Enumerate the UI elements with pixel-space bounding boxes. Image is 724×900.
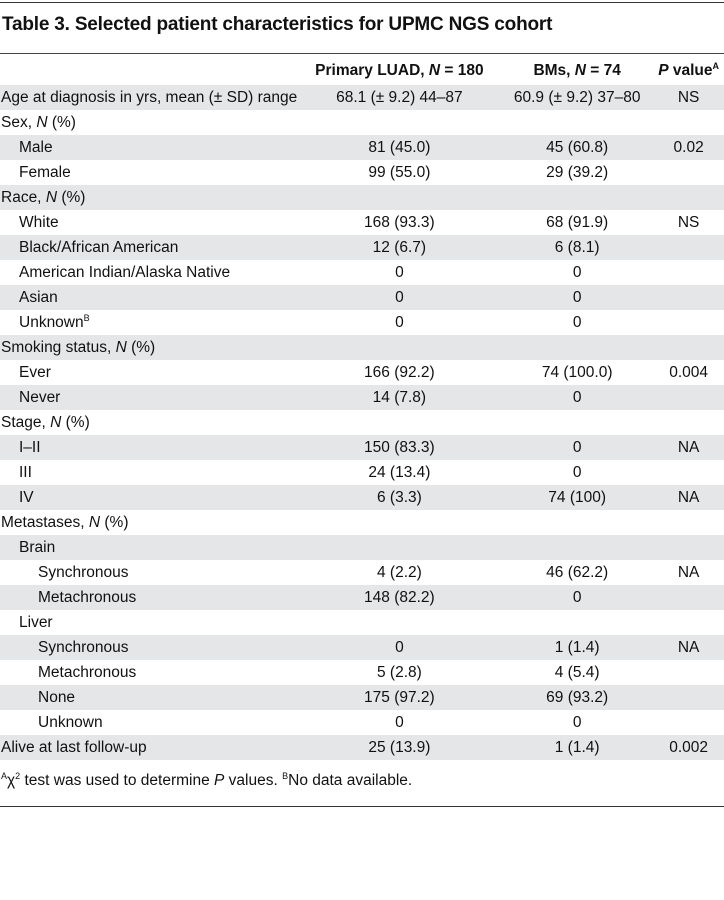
primary-luad-value: 12 (6.7): [298, 235, 501, 260]
primary-luad-value: 0: [395, 313, 404, 331]
p-value: [653, 310, 724, 335]
table-row: [0, 385, 724, 410]
p-value: [653, 260, 724, 285]
table-row: [0, 460, 724, 485]
bms-value: 0: [572, 713, 582, 731]
row-label: Never: [0, 385, 298, 410]
primary-luad-value: 68.1 (± 9.2) 44–87: [298, 85, 501, 110]
bms-value: 29 (39.2): [546, 163, 609, 181]
p-value: [653, 410, 724, 435]
bms-value: [501, 535, 653, 560]
bms-value: 74 (100.0): [541, 363, 613, 381]
table-row: [0, 260, 724, 285]
table-row: [0, 735, 724, 760]
row-label: Synchronous: [38, 563, 129, 581]
primary-luad-value: 25 (13.9): [298, 735, 501, 760]
header-primary-luad: Primary LUAD, N = 180: [315, 61, 484, 79]
row-label: Race, N (%): [0, 185, 298, 210]
row-label: Unknown$^B$: [19, 312, 90, 331]
bms-value: 0: [572, 463, 582, 481]
row-label: III: [19, 463, 32, 481]
primary-luad-value: 14 (7.8): [298, 385, 501, 410]
p-value: 0.002: [653, 735, 724, 760]
bms-value: [501, 610, 653, 635]
primary-luad-value: 166 (92.2): [364, 363, 435, 381]
table-row: [0, 585, 724, 610]
row-label: Stage, N (%): [1, 413, 90, 431]
primary-luad-value: [298, 185, 501, 210]
p-value: [653, 610, 724, 635]
table-row: [0, 85, 724, 110]
table-row: [0, 160, 724, 185]
primary-luad-value: 150 (83.3): [298, 435, 501, 460]
p-value: NS: [653, 85, 724, 110]
row-label: Metachronous: [38, 663, 137, 681]
table-row: [0, 610, 724, 635]
bms-value: 4 (5.4): [554, 663, 600, 681]
row-label: American Indian/Alaska Native: [19, 263, 231, 281]
top-rule: [0, 2, 724, 3]
primary-luad-value: 0: [298, 285, 501, 310]
primary-luad-value: 24 (13.4): [368, 463, 431, 481]
table-row: [0, 510, 724, 535]
p-value: NA: [653, 435, 724, 460]
bms-value: [501, 410, 653, 435]
bms-value: 68 (91.9): [546, 213, 609, 231]
row-label: Ever: [19, 363, 51, 381]
row-label: Liver: [19, 613, 53, 631]
row-label: Synchronous: [0, 635, 298, 660]
bms-value: [501, 335, 653, 360]
p-value: NS: [677, 213, 700, 231]
table-row: [0, 660, 724, 685]
table-row: [0, 210, 724, 235]
p-value: [653, 110, 724, 135]
primary-luad-value: 5 (2.8): [376, 663, 422, 681]
row-label: Metachronous: [0, 585, 298, 610]
p-value: NA: [653, 485, 724, 510]
bms-value: 1 (1.4): [501, 735, 653, 760]
primary-luad-value: 0: [395, 713, 404, 731]
table-row: [0, 235, 724, 260]
row-label: I–II: [0, 435, 298, 460]
row-label: White: [19, 213, 59, 231]
primary-luad-value: 81 (45.0): [298, 135, 501, 160]
primary-luad-value: 0: [395, 263, 404, 281]
primary-luad-value: [298, 610, 501, 635]
p-value: [653, 460, 724, 485]
bms-value: [501, 510, 653, 535]
table-title: Table 3. Selected patient characteristics for UPMC NGS cohort: [2, 14, 553, 35]
table-row: [0, 135, 724, 160]
primary-luad-value: [298, 535, 501, 560]
row-label: Asian: [0, 285, 298, 310]
primary-luad-value: 148 (82.2): [298, 585, 501, 610]
header-p-value: P value$^A$: [658, 60, 720, 79]
p-value: 0.004: [669, 363, 709, 381]
bms-value: 45 (60.8): [501, 135, 653, 160]
primary-luad-value: 175 (97.2): [298, 685, 501, 710]
row-label: Sex, N (%): [1, 113, 76, 131]
bms-value: 0: [501, 285, 653, 310]
bms-value: 74 (100): [501, 485, 653, 510]
row-label: Female: [19, 163, 71, 181]
table-row: [0, 310, 724, 335]
p-value: [653, 235, 724, 260]
p-value: NA: [653, 635, 724, 660]
p-value: [653, 535, 724, 560]
p-value: [653, 160, 724, 185]
primary-luad-value: 4 (2.2): [376, 563, 422, 581]
table-row: [0, 560, 724, 585]
table-row: [0, 710, 724, 735]
p-value: [653, 285, 724, 310]
table-row: [0, 485, 724, 510]
p-value: [653, 710, 724, 735]
row-label: IV: [0, 485, 298, 510]
primary-luad-value: 0: [298, 635, 501, 660]
p-value: [653, 385, 724, 410]
p-value: [653, 660, 724, 685]
table-row: [0, 685, 724, 710]
bms-value: [501, 110, 653, 135]
patient-characteristics-table: [0, 56, 724, 760]
bms-value: 0: [501, 435, 653, 460]
primary-luad-value: [298, 410, 501, 435]
row-label: Black/African American: [0, 235, 298, 260]
p-value: NA: [677, 563, 700, 581]
primary-luad-value: [298, 510, 501, 535]
primary-luad-value: 168 (93.3): [364, 213, 435, 231]
table-row: [0, 110, 724, 135]
p-value: [653, 585, 724, 610]
primary-luad-value: [298, 110, 501, 135]
table-row: [0, 285, 724, 310]
bms-value: 0: [501, 585, 653, 610]
primary-luad-value: 6 (3.3): [298, 485, 501, 510]
table-row: [0, 335, 724, 360]
bms-value: 1 (1.4): [501, 635, 653, 660]
table-row: [0, 635, 724, 660]
row-label: Alive at last follow-up: [0, 735, 298, 760]
header-bms: BMs, N = 74: [533, 61, 621, 79]
table-row: [0, 435, 724, 460]
bms-value: 46 (62.2): [546, 563, 609, 581]
header-row: [0, 56, 724, 85]
row-label: Metastases, N (%): [1, 513, 129, 531]
p-value: [653, 185, 724, 210]
p-value: 0.02: [653, 135, 724, 160]
row-label: Smoking status, N (%): [0, 335, 298, 360]
bms-value: 0: [572, 313, 582, 331]
bms-value: [501, 185, 653, 210]
bms-value: 0: [501, 385, 653, 410]
header-rule: [0, 53, 724, 54]
table-body: [0, 85, 724, 760]
row-label: Unknown: [38, 713, 103, 731]
p-value: [653, 685, 724, 710]
p-value: [653, 335, 724, 360]
header-blank: [0, 56, 298, 85]
bms-value: 0: [572, 263, 582, 281]
primary-luad-value: [298, 335, 501, 360]
table-row: [0, 410, 724, 435]
bms-value: 60.9 (± 9.2) 37–80: [501, 85, 653, 110]
table-row: [0, 535, 724, 560]
row-label: Male: [0, 135, 298, 160]
bms-value: 6 (8.1): [501, 235, 653, 260]
table-row: [0, 360, 724, 385]
row-label: Age at diagnosis in yrs, mean (± SD) range: [0, 85, 298, 110]
table-footnote: $^A\chi^2$ test was used to determine P values. $^B$No data available.: [1, 771, 413, 789]
row-label: Brain: [0, 535, 298, 560]
row-label: None: [0, 685, 298, 710]
table-row: [0, 185, 724, 210]
primary-luad-value: 99 (55.0): [368, 163, 431, 181]
p-value: [653, 510, 724, 535]
bottom-rule: [0, 806, 724, 807]
bms-value: 69 (93.2): [501, 685, 653, 710]
